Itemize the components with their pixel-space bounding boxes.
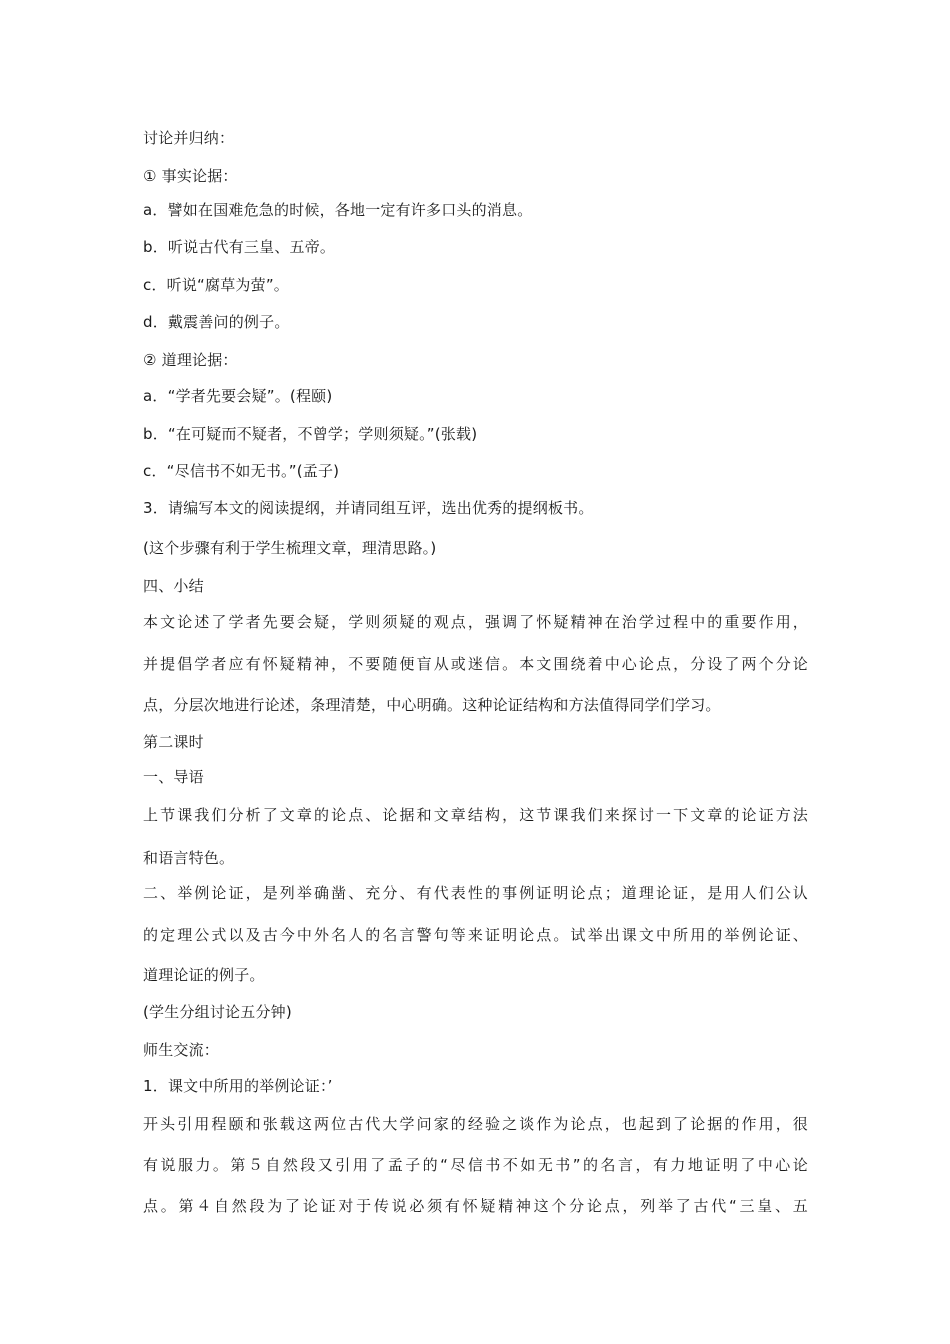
text-line: 师生交流： bbox=[143, 1041, 220, 1059]
text-line: 上节课我们分析了文章的论点、论据和文章结构，这节课我们来探讨一下文章的论证方法 bbox=[143, 806, 808, 824]
text-line: a．“学者先要会疑”。(程颐) bbox=[143, 387, 333, 405]
text-line: a．譬如在国难危急的时候，各地一定有许多口头的消息。 bbox=[143, 201, 533, 219]
text-line: 本文论述了学者先要会疑，学则须疑的观点，强调了怀疑精神在治学过程中的重要作用， bbox=[143, 613, 808, 631]
section-heading: 四、小结 bbox=[143, 577, 204, 595]
text-line: 道理论证的例子。 bbox=[143, 966, 265, 984]
text-line: (这个步骤有利于学生梳理文章，理清思路。) bbox=[143, 539, 437, 557]
text-line: 点。第４自然段为了论证对于传说必须有怀疑精神这个分论点，列举了古代“三皇、五 bbox=[143, 1197, 808, 1215]
text-line: 3．请编写本文的阅读提纲，并请同组互评，选出优秀的提纲板书。 bbox=[143, 499, 594, 517]
text-line: 点，分层次地进行论述，条理清楚，中心明确。这种论证结构和方法值得同学们学习。 bbox=[143, 696, 721, 714]
text-line: d．戴震善问的例子。 bbox=[143, 313, 290, 331]
text-line: 有说服力。第５自然段又引用了孟子的“尽信书不如无书”的名言，有力地证明了中心论 bbox=[143, 1156, 808, 1174]
text-line: 二、举例论证，是列举确凿、充分、有代表性的事例证明论点；道理论证，是用人们公认 bbox=[143, 884, 808, 902]
text-line: c．“尽信书不如无书。”(孟子) bbox=[143, 462, 340, 480]
text-line: 开头引用程颐和张载这两位古代大学问家的经验之谈作为论点，也起到了论据的作用，很 bbox=[143, 1115, 808, 1133]
text-line: 和语言特色。 bbox=[143, 849, 235, 867]
text-line: 的定理公式以及古今中外名人的名言警句等来证明论点。试举出课文中所用的举例论证、 bbox=[143, 926, 808, 944]
text-line: ① 事实论据： bbox=[143, 167, 238, 185]
text-line: 并提倡学者应有怀疑精神，不要随便盲从或迷信。本文围绕着中心论点，分设了两个分论 bbox=[143, 655, 808, 673]
text-line: c．听说“腐草为萤”。 bbox=[143, 276, 289, 294]
text-line: 讨论并归纳： bbox=[143, 129, 235, 147]
section-heading: 一、导语 bbox=[143, 768, 204, 786]
text-line: (学生分组讨论五分钟) bbox=[143, 1003, 292, 1021]
text-line: b．“在可疑而不疑者，不曾学；学则须疑。”(张载) bbox=[143, 425, 478, 443]
text-line: b．听说古代有三皇、五帝。 bbox=[143, 238, 336, 256]
text-line: 1．课文中所用的举例论证：’ bbox=[143, 1077, 333, 1095]
section-heading: 第二课时 bbox=[143, 733, 204, 751]
text-line: ② 道理论据： bbox=[143, 351, 238, 369]
